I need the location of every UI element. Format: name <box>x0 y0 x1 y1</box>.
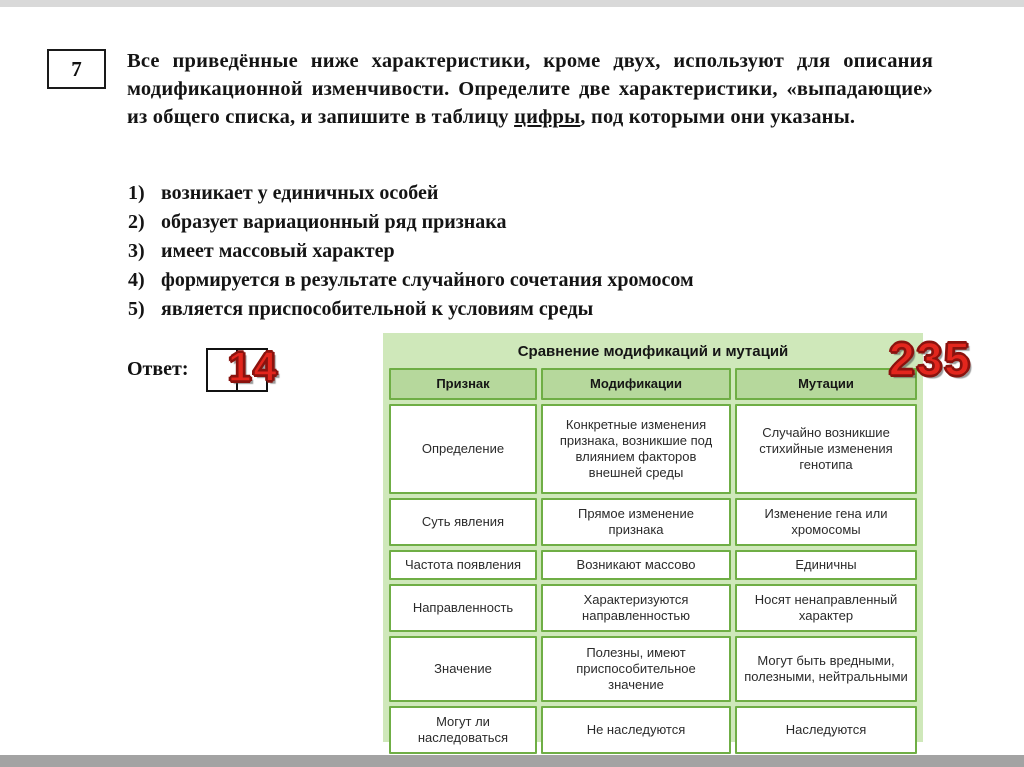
table-cell: Могут ли наследоваться <box>389 706 537 754</box>
handwritten-answer: 14 <box>228 343 279 390</box>
table-cell: Конкретные изменения признака, возникшие под влиянием факторов внешней среды <box>541 404 731 494</box>
table-cell: Суть явления <box>389 498 537 546</box>
table-row <box>389 706 917 754</box>
list-item-text: имеет массовый характер <box>161 240 395 262</box>
list-item-number: 3) <box>128 240 145 262</box>
table-cell: Полезны, имеют приспособительное значение <box>541 636 731 702</box>
question-text-emphasis: цифры <box>514 106 581 128</box>
handwritten-table-answer: 235 <box>889 333 972 385</box>
question-options-list <box>128 182 888 327</box>
table-cell: Прямое изменение признака <box>541 498 731 546</box>
column-header-priznak: Признак <box>389 368 537 400</box>
list-item <box>128 182 888 204</box>
table-cell: Могут быть вредными, полезными, нейтральными <box>735 636 917 702</box>
list-item-text: возникает у единичных особей <box>161 182 439 204</box>
table-row <box>389 584 917 632</box>
table-cell: Носят ненаправленный характер <box>735 584 917 632</box>
table-cell: Не наследуются <box>541 706 731 754</box>
table-cell: Направленность <box>389 584 537 632</box>
question-text-part1: Все приведённые ниже характеристики, кроме двух, используют для описания модификационной изменчивости. Определите две характеристики, «выпадающие» из общего списка, и запишите в таблицу <box>127 50 933 128</box>
table-cell: Возникают массово <box>541 550 731 580</box>
column-header-modifikacii: Модификации <box>541 368 731 400</box>
list-item-number: 1) <box>128 182 145 204</box>
list-item <box>128 269 888 291</box>
table-cell: Характеризуются направленностью <box>541 584 731 632</box>
list-item-text: формируется в результате случайного сочетания хромосом <box>161 269 694 291</box>
list-item-text: образует вариационный ряд признака <box>161 211 507 233</box>
table-cell: Частота появления <box>389 550 537 580</box>
table-cell: Случайно возникшие стихийные изменения генотипа <box>735 404 917 494</box>
table-cell: Определение <box>389 404 537 494</box>
table-row <box>389 636 917 702</box>
question-text-part2: , под которыми они указаны. <box>580 106 856 128</box>
comparison-table <box>385 364 921 758</box>
table-row <box>389 404 917 494</box>
question-number: 7 <box>71 56 82 81</box>
answer-label: Ответ: <box>127 358 189 380</box>
list-item-number: 5) <box>128 298 145 320</box>
table-cell: Значение <box>389 636 537 702</box>
list-item <box>128 240 888 262</box>
list-item-number: 4) <box>128 269 145 291</box>
question-text <box>127 47 933 131</box>
table-row <box>389 550 917 580</box>
list-item <box>128 211 888 233</box>
list-item <box>128 298 888 320</box>
comparison-table-title: Сравнение модификаций и мутаций <box>517 343 789 360</box>
table-header-row <box>389 368 917 400</box>
table-cell: Изменение гена или хромосомы <box>735 498 917 546</box>
table-row <box>389 498 917 546</box>
question-number-box <box>47 49 106 89</box>
list-item-text: является приспособительной к условиям среды <box>161 298 594 320</box>
list-item-number: 2) <box>128 211 145 233</box>
top-border-strip <box>0 0 1024 7</box>
comparison-table-panel <box>383 333 923 745</box>
table-cell: Единичны <box>735 550 917 580</box>
column-header-mutacii: Мутации <box>735 368 917 400</box>
table-cell: Наследуются <box>735 706 917 754</box>
